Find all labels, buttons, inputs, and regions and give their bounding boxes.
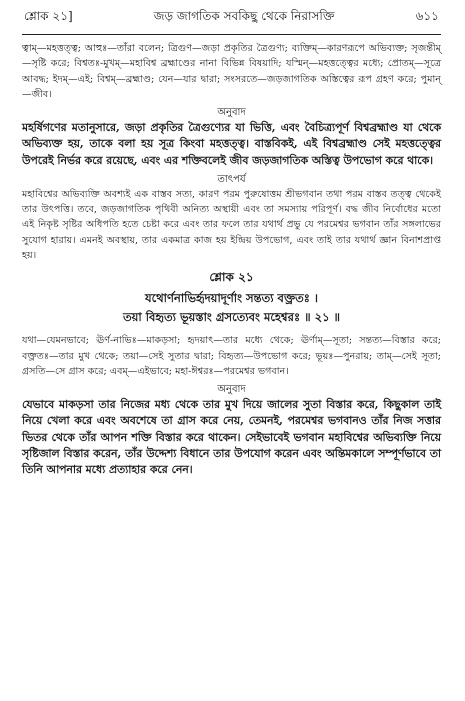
translation-heading-2: অনুবাদ [217,384,246,396]
verse-number: শ্লোক ২১ [209,270,254,285]
translation-paragraph-1: মহর্ষিগণের মতানুসারে, জড়া প্রকৃতির ত্রৈগুণ্যের যা ভিত্তি, এবং বৈচিত্র্যপূর্ণ বিশ্বব্রহ্মাণ্ড যা থেকে অভিব্যক্ত হয়, তাকে বলা হয় সূত্র কিংবা মহত্তত্ত্ব। বাস্তবিকই, এই বিশ্বব্রহ্মাণ্ড সেই মহত্তত্ত্বের উপরেই নির্ভর করে রয়েছে, এবং এর শক্তিবলেই জীব জড়জাগতিক অস্তিত্ব উপভোগ করে থাকে। [22,121,441,167]
verse-line-1: যথোর্ণনাভির্হৃদয়াদূর্ণাং সন্তত্য বক্ত্রতঃ । [144,291,318,306]
purport-paragraph: মহাবিশ্বের অভিব্যক্তি অবশ্যই এক বাস্তব সত্য, কারণ পরম পুরুষোত্তম শ্রীভগবান তথা পরম বাস্তব তত্ত্ব থেকেই তার উৎপত্তি। তবে, জড়জাগতিক পৃথিবী অনিত্য অস্থায়ী এবং তা সমস্যায় পরিপূর্ণ। বদ্ধ জীব নির্বোধের মতো এই নিকৃষ্ট সৃষ্টির অধিপতি হতে চেষ্টা করে এবং তার ফলে তার যথার্থ প্রভু যে পরমেশ্বর ভগবান তাঁর সঙ্গলাভের সুযোগ হারায়। এমনই অবস্থায়, তার একমাত্র কাজ হয় ইন্দ্রিয় উপভোগ, এবং তাই তার যথার্থ জ্ঞান বিনাশপ্রাপ্ত হয়। [22,188,441,261]
verse-line-2: তয়া বিহৃত্য ভূয়স্তাং গ্রসত্যেবং মহেশ্বরঃ ॥ ২১ ॥ [122,310,341,325]
synonyms-paragraph-2: যথা—যেমনভাবে; ঊর্ণ-নাভিঃ—মাকড়সা; হৃদয়াৎ—তার মধ্যে থেকে; ঊর্ণাম্—সূতা; সন্তত্য—বিস্তার করে; বক্ত্রতঃ—তার মুখ থেকে; তয়া—সেই সুতার দ্বারা; বিহৃত্য—উপভোগ করে; ভূয়ঃ—পুনরায়; তাম্—সেই সূতা; গ্রসতি—সে গ্রাস করে; এবম্—এইভাবে; মহা-ঈশ্বরঃ—পরমেশ্বর ভগবান। [22,335,441,377]
translation-paragraph-2: যেভাবে মাকড়সা তার নিজের মধ্য থেকে তার মুখ দিয়ে জালের সুতা বিস্তার করে, কিছুকাল তাই নিয়ে খেলা করে এবং অবশেষে তা গ্রাস করে নেয়, তেমনই, পরমেশ্বর ভগবানও তাঁর নিজ সত্তার ভিতর থেকে তাঁর আপন শক্তি বিস্তার করে থাকেন। সেইভাবেই ভগবান মহাবিশ্বের অভিব্যক্তি নিয়ে সৃষ্টিজাল বিস্তার করেন, তাঁর উদ্দেশ্য বিধানে তার উপযোগ করেন এবং অন্তিমকালে সম্পূর্ণভাবে তা তিনি আপনার মধ্যে প্রত্যাহার করে নেন। [22,398,441,476]
page-number: ৬১১ [415,9,439,23]
purport-heading: তাৎপর্য [217,173,246,185]
header-title: জড় জাগতিক সবকিছু থেকে নিরাসক্তি [153,9,335,23]
synonyms-paragraph-1: ত্বাম্—মহত্তত্ত্ব; আহুঃ—তাঁরা বলেন; ত্রিগুণ—জড়া প্রকৃতির ত্রৈগুণ্য; ব্যক্তিম্—কারণরূপে অভিব্যক্ত; সৃজন্তীম্—সৃষ্টি করে; বিশ্বতঃ-মুখম্—মহাবিশ্ব ব্রহ্মাণ্ডের নানা বিভিন্ন বিষয়াদি; যস্মিন্—মহত্তত্ত্বের মধ্যে; প্রোতম্—সূত্রে আবদ্ধ; ইদম্—এই; বিশ্বম্—ব্রহ্মাণ্ড; যেন—যার দ্বারা; সংসরতে—জড়জাগতিক অস্তিত্বের রূপ গ্রহণ করে; পুমান্—জীব। [22,43,441,100]
header-verse-ref: শ্লোক ২১] [24,9,73,23]
page-header [22,8,441,35]
translation-heading-1: অনুবাদ [217,107,246,119]
